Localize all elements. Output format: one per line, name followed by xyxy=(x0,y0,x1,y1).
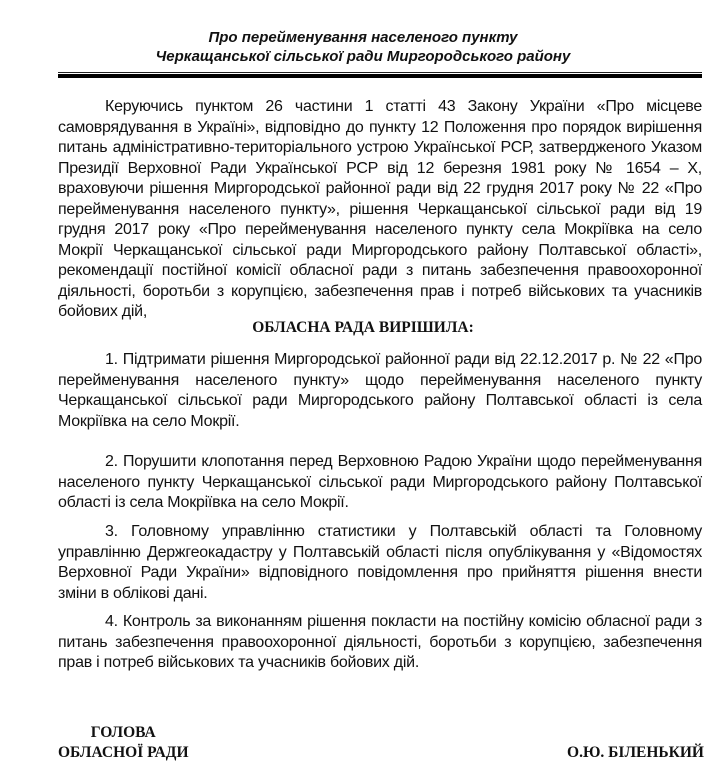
decision-item-2 xyxy=(58,452,702,514)
preamble-paragraph: Керуючись пунктом 26 частини 1 статті 43 Закону України «Про місцеве самоврядування в Україні», відповідно до пункту 12 Положення про порядок вирішення питань адміністративно-територіального устрою Української РСР, затвердженого Указом Президії Верховної Ради Української РСР від 12 березня 1981 року № 1654 – X, враховуючи рішення Миргородської районної ради від 22 грудня 2017 року № 22 «Про перейменування населеного пункту», рішення Черкащанської сільської ради від 19 грудня 2017 року «Про перейменування населеного пункту села Мокріївка на село Мокрії Черкащанської сільської ради Миргородського району Полтавської області», рекомендації постійної комісії обласної ради з питань забезпечення правоохоронної діяльності, боротьби з корупцією, забезпечення прав і потреб військових та учасників бойових дій, xyxy=(58,98,702,320)
decision-item-1 xyxy=(58,350,702,432)
decision-item-3 xyxy=(58,522,702,604)
title-line-2: Черкащанської сільської ради Миргородського району xyxy=(155,48,571,65)
signatory-position-line-2: ОБЛАСНОЇ РАДИ xyxy=(58,744,189,761)
title-line-1: Про перейменування населеного пункту xyxy=(208,29,518,46)
decision-item-4 xyxy=(58,612,702,674)
decision-item-text: 2. Порушити клопотання перед Верховною Радою України щодо перейменування населеного пункту Черкащанської сільської ради Миргородського району Полтавської області із села Мокріївка на село Мокрії. xyxy=(58,453,702,511)
signatory-position-line-1: ГОЛОВА xyxy=(90,724,156,741)
title-divider xyxy=(58,72,702,78)
signatory-position xyxy=(58,723,189,763)
decision-item-text: 4. Контроль за виконанням рішення покласти на постійну комісію обласної ради з питань забезпечення правоохоронної діяльності, боротьби з корупцією, забезпечення прав і потреб військових та учасників бойових дій. xyxy=(58,613,702,671)
signatory-name: О.Ю. БІЛЕНЬКИЙ xyxy=(567,744,704,761)
decision-heading: ОБЛАСНА РАДА ВИРІШИЛА: xyxy=(252,319,474,336)
document-title xyxy=(0,28,726,66)
divider-thin-line xyxy=(58,72,702,73)
decision-item-text: 3. Головному управлінню статистики у Полтавській області та Головному управлінню Держгеокадастру у Полтавській області після опублікування у «Відомостях Верховної Ради України» відповідного повідомлення про прийняття рішення внести зміни в облікові дані. xyxy=(58,523,702,602)
preamble-block xyxy=(58,97,702,323)
decision-item-text: 1. Підтримати рішення Миргородської районної ради від 22.12.2017 р. № 22 «Про перейменування населеного пункту» щодо перейменування населеного пункту Черкащанської сільської ради Миргородського району Полтавської області із села Мокріївка на село Мокрії. xyxy=(58,351,702,430)
divider-thick-line xyxy=(58,74,702,78)
